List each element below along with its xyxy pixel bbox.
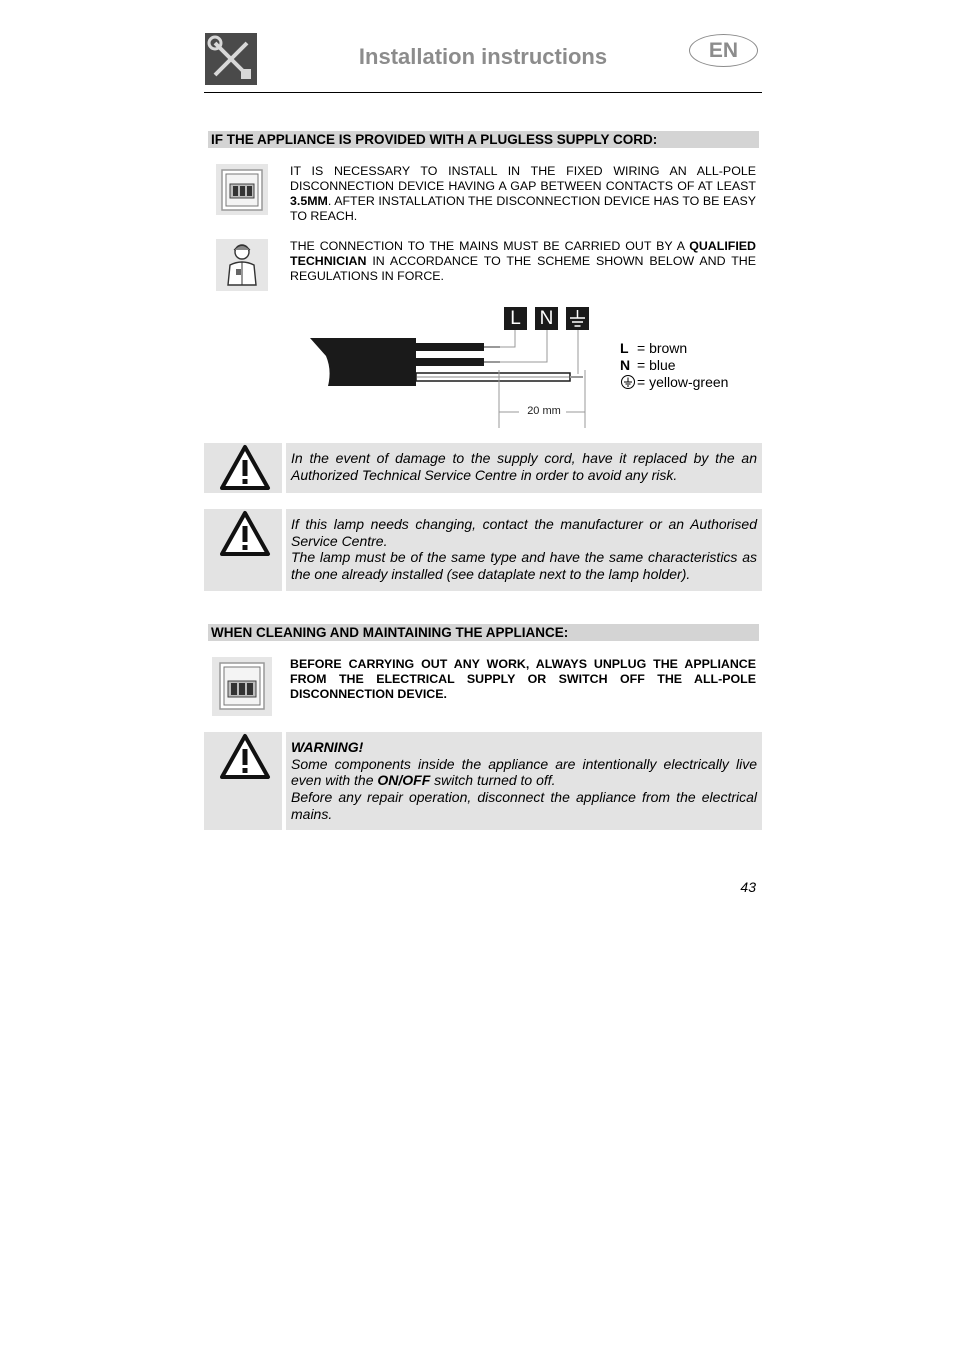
disconnection-device-paragraph: IT IS NECESSARY TO INSTALL IN THE FIXED WIRING AN ALL-POLE DISCONNECTION DEVICE HAVING A GAP BETWEEN CONTACTS OF AT LEAST 3.5MM. AFTER INSTALLATION THE DISCONNECTION DEVICE HAS TO BE EASY TO REACH.: [290, 164, 756, 223]
switch-icon: [216, 164, 268, 215]
terminal-label-n: N: [535, 307, 558, 330]
language-badge: EN: [689, 34, 758, 67]
lamp-replacement-warning: If this lamp needs changing, contact the manufacturer or an Authorised Service Centre. The lamp must be of the same type and have the same characteristics as the one already installed (see dataplate next to the lamp holder).: [286, 509, 762, 591]
tools-icon: [205, 33, 257, 85]
legend-item-earth: = yellow-green: [620, 374, 760, 391]
qualified-technician-paragraph: THE CONNECTION TO THE MAINS MUST BE CARRIED OUT BY A QUALIFIED TECHNICIAN IN ACCORDANCE TO THE SCHEME SHOWN BELOW AND THE REGULATIONS IN FORCE.: [290, 239, 756, 283]
warning-triangle-icon: [204, 509, 282, 569]
supply-cord-damage-warning: In the event of damage to the supply cord, have it replaced by the an Authorized Technical Service Centre in order to avoid any risk.: [286, 443, 762, 493]
switch-icon: [212, 657, 272, 716]
page-number: 43: [740, 879, 756, 895]
page-title: Installation instructions: [358, 44, 608, 69]
header-divider: [204, 92, 762, 93]
dimension-label: 20 mm: [527, 405, 561, 417]
warning-title: WARNING!: [291, 739, 364, 755]
warning-triangle-icon: [204, 732, 282, 792]
terminal-label-l: L: [504, 307, 527, 330]
technician-icon: [216, 239, 268, 291]
legend-item-n: N = blue: [620, 357, 676, 373]
warning-triangle-icon: [204, 443, 282, 493]
section-heading-cleaning: WHEN CLEANING AND MAINTAINING THE APPLIANCE:: [208, 624, 759, 641]
earth-symbol-icon: [620, 375, 637, 389]
warning-icon-cell-2: [204, 509, 282, 591]
wire-color-legend: [620, 340, 760, 391]
legend-item-l: L = brown: [620, 340, 688, 356]
live-components-warning: WARNING! Some components inside the appliance are intentionally electrically live even with the ON/OFF switch turned to off. Before any repair operation, disconnect the appliance from the electrical mains.: [286, 732, 762, 830]
warning-icon-cell-1: [204, 443, 282, 493]
unplug-before-work-paragraph: BEFORE CARRYING OUT ANY WORK, ALWAYS UNPLUG THE APPLIANCE FROM THE ELECTRICAL SUPPLY OR SWITCH OFF THE ALL-POLE DISCONNECTION DEVICE.: [290, 657, 756, 701]
wiring-diagram: [300, 300, 610, 430]
warning-icon-cell-3: [204, 732, 282, 830]
section-heading-plugless: IF THE APPLIANCE IS PROVIDED WITH A PLUGLESS SUPPLY CORD:: [208, 131, 759, 148]
